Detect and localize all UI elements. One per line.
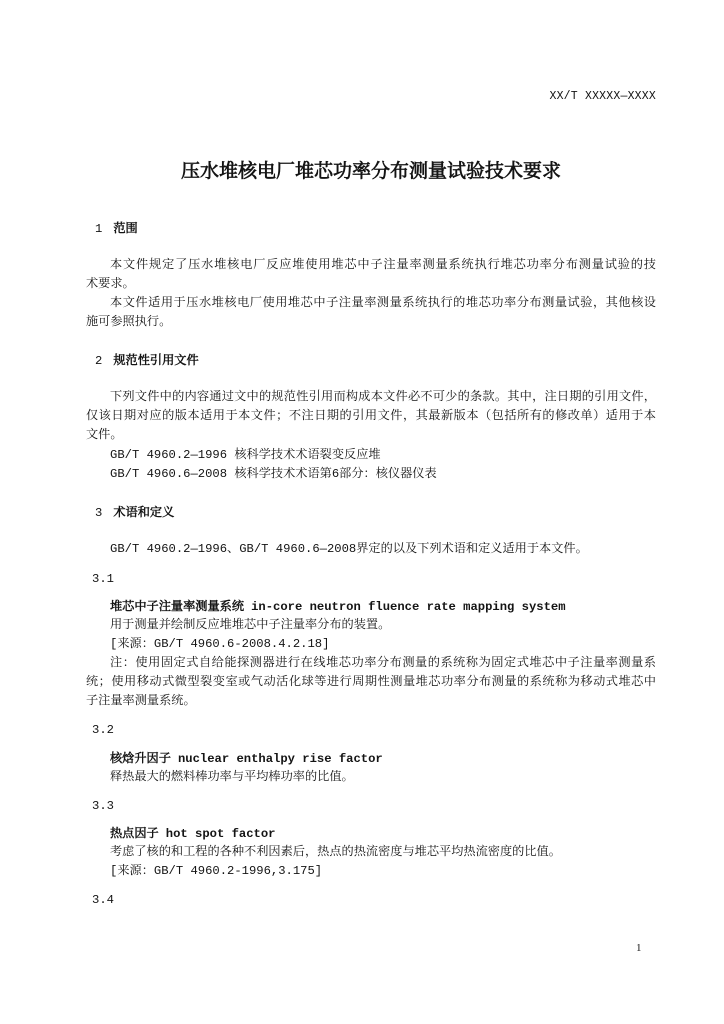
term-heading [110, 749, 383, 768]
term-note-line-1: 注：使用固定式自给能探测器进行在线堆芯功率分布测量的系统称为固定式堆芯中子注量率测量系 [110, 655, 656, 670]
document-title: 压水堆核电厂堆芯功率分布测量试验技术要求 [180, 160, 561, 182]
term-chinese: 热点因子 [110, 825, 159, 840]
term-source: [来源：GB/T 4960.6-2008.4.2.18] [110, 636, 330, 651]
references-intro-line-3: 文件。 [86, 427, 123, 442]
section-number: 1 [95, 221, 103, 236]
term-number: 3.1 [92, 571, 114, 586]
section-heading-terms-and-definitions [95, 503, 174, 522]
term-english: hot spot factor [165, 826, 276, 841]
term-heading [110, 597, 566, 616]
page-number: 1 [636, 941, 642, 954]
term-heading [110, 824, 275, 843]
standard-code-header: XX/T XXXXX—XXXX [549, 89, 656, 103]
section-number: 2 [95, 353, 103, 368]
scope-paragraph-2-line-1: 本文件适用于压水堆核电厂使用堆芯中子注量率测量系统执行的堆芯功率分布测量试验，其他核设 [110, 295, 656, 310]
term-source: [来源：GB/T 4960.2-1996,3.175] [110, 863, 323, 878]
scope-paragraph-1-line-2: 术要求。 [86, 276, 135, 291]
term-definition: 考虑了核的和工程的各种不利因素后，热点的热流密度与堆芯平均热流密度的比值。 [110, 844, 561, 859]
references-intro-line-1: 下列文件中的内容通过文中的规范性引用而构成本文件必不可少的条款。其中，注日期的引用文件， [110, 389, 656, 404]
reference-item: GB/T 4960.2—1996 核科学技术术语裂变反应堆 [110, 447, 381, 462]
section-title: 术语和定义 [113, 504, 175, 519]
scope-paragraph-2-line-2: 施可参照执行。 [86, 314, 172, 329]
section-title: 规范性引用文件 [113, 352, 199, 367]
reference-item: GB/T 4960.6—2008 核科学技术术语第6部分：核仪器仪表 [110, 466, 437, 481]
section-title: 范围 [113, 220, 138, 235]
term-chinese: 堆芯中子注量率测量系统 [110, 598, 245, 613]
term-note-line-3: 子注量率测量系统。 [86, 693, 196, 708]
term-number: 3.3 [92, 798, 114, 813]
term-number: 3.4 [92, 892, 114, 907]
section-heading-normative-references [95, 351, 199, 370]
references-intro-line-2: 仅该日期对应的版本适用于本文件；不注日期的引用文件，其最新版本（包括所有的修改单）适用于本 [86, 408, 656, 423]
term-english: in-core neutron fluence rate mapping system [251, 599, 566, 614]
scope-paragraph-1-line-1: 本文件规定了压水堆核电厂反应堆使用堆芯中子注量率测量系统执行堆芯功率分布测量试验的技 [110, 257, 656, 272]
term-chinese: 核焓升因子 [110, 750, 171, 765]
term-definition: 用于测量并绘制反应堆堆芯中子注量率分布的装置。 [110, 617, 391, 632]
term-note-line-2: 统；使用移动式微型裂变室或气动活化球等进行周期性测量堆芯功率分布测量的系统称为移动式堆芯中 [86, 674, 656, 689]
section-heading-scope [95, 219, 138, 238]
term-english: nuclear enthalpy rise factor [177, 751, 383, 766]
term-definition: 释热最大的燃料棒功率与平均棒功率的比值。 [110, 769, 354, 784]
section-number: 3 [95, 505, 103, 520]
terms-intro: GB/T 4960.2—1996、GB/T 4960.6—2008界定的以及下列术语和定义适用于本文件。 [110, 541, 588, 556]
term-number: 3.2 [92, 722, 114, 737]
